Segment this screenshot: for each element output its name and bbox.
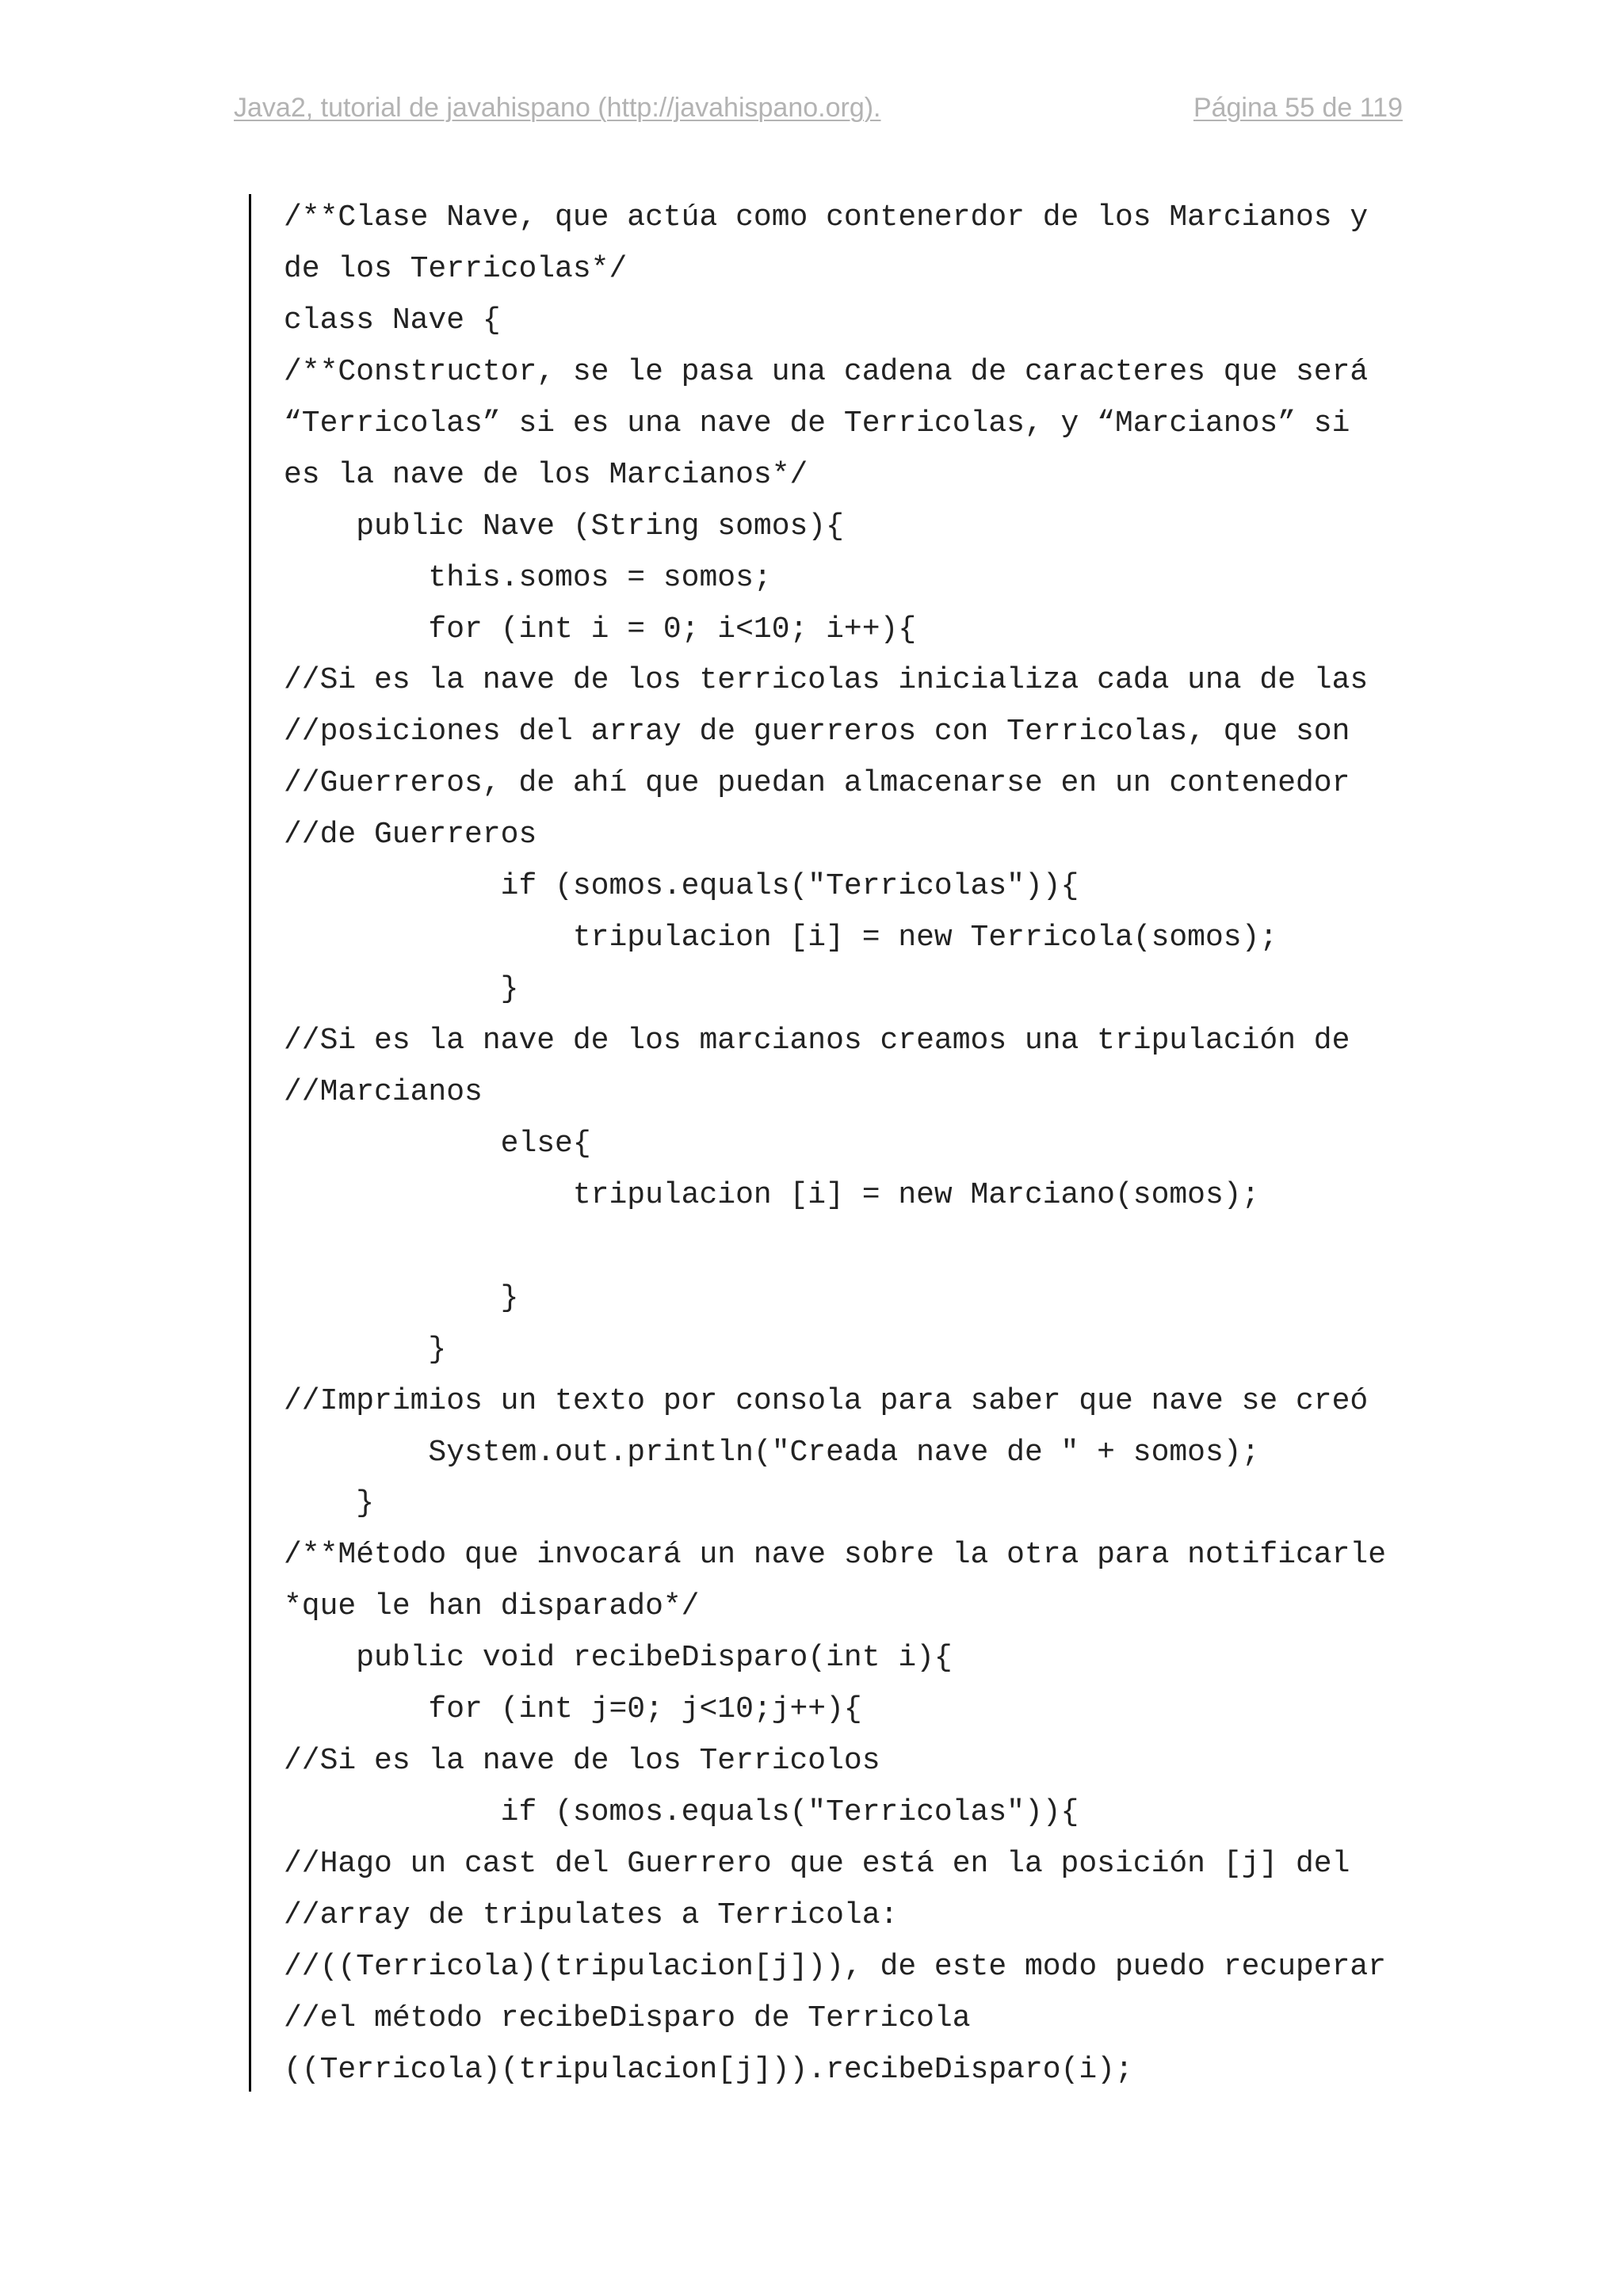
code-line: //Si es la nave de los Terricolos bbox=[284, 1744, 880, 1779]
code-line: //Hago un cast del Guerrero que está en la posición [j] del bbox=[284, 1847, 1350, 1881]
code-line: class Nave { bbox=[284, 303, 501, 338]
code-line: //Si es la nave de los marcianos creamos una tripulación de bbox=[284, 1024, 1350, 1058]
code-line: //array de tripulates a Terricola: bbox=[284, 1897, 899, 1932]
code-line: /**Clase Nave, que actúa como contenerdor de los Marcianos y bbox=[284, 200, 1369, 235]
code-line: else{ bbox=[284, 1126, 591, 1161]
code-block bbox=[284, 193, 1425, 2096]
code-line: //Imprimios un texto por consola para saber que nave se creó bbox=[284, 1383, 1369, 1418]
code-line: public Nave (String somos){ bbox=[284, 509, 844, 543]
code-line: for (int i = 0; i<10; i++){ bbox=[284, 612, 917, 646]
code-line: /**Método que invocará un nave sobre la otra para notificarle bbox=[284, 1538, 1387, 1573]
code-line: //Guerreros, de ahí que puedan almacenarse en un contenedor bbox=[284, 766, 1350, 801]
code-line: System.out.println("Creada nave de " + somos); bbox=[284, 1435, 1260, 1470]
code-line: *que le han disparado*/ bbox=[284, 1589, 700, 1624]
code-line: //posiciones del array de guerreros con Terricolas, que son bbox=[284, 715, 1350, 749]
code-line: tripulacion [i] = new Terricola(somos); bbox=[284, 921, 1278, 955]
header-title-link[interactable]: Java2, tutorial de javahispano (http://javahispano.org). bbox=[234, 93, 881, 123]
code-line: public void recibeDisparo(int i){ bbox=[284, 1641, 953, 1676]
code-line: if (somos.equals("Terricolas")){ bbox=[284, 869, 1079, 904]
code-line: /**Constructor, se le pasa una cadena de caracteres que será bbox=[284, 354, 1369, 389]
page-header bbox=[234, 93, 1403, 132]
code-line: } bbox=[284, 1280, 519, 1315]
code-line: //el método recibeDisparo de Terricola bbox=[284, 2000, 971, 2035]
code-line: “Terricolas” si es una nave de Terricolas, y “Marcianos” si bbox=[284, 406, 1350, 441]
code-line: this.somos = somos; bbox=[284, 560, 772, 595]
code-line: //de Guerreros bbox=[284, 818, 537, 852]
code-line: } bbox=[284, 1486, 375, 1521]
code-block-left-rule bbox=[249, 194, 251, 2092]
code-line: ((Terricola)(tripulacion[j])).recibeDisparo(i); bbox=[284, 2052, 1133, 2087]
code-line: //Si es la nave de los terricolas inicializa cada una de las bbox=[284, 663, 1369, 698]
code-line: es la nave de los Marcianos*/ bbox=[284, 457, 808, 492]
page-number: Página 55 de 119 bbox=[1193, 93, 1403, 123]
code-line: //Marcianos bbox=[284, 1074, 483, 1109]
code-line bbox=[284, 1222, 1425, 1273]
code-line: tripulacion [i] = new Marciano(somos); bbox=[284, 1177, 1260, 1212]
code-line: } bbox=[284, 1332, 447, 1367]
code-line: if (somos.equals("Terricolas")){ bbox=[284, 1795, 1079, 1830]
code-line: } bbox=[284, 972, 519, 1007]
code-line: for (int j=0; j<10;j++){ bbox=[284, 1692, 862, 1727]
code-line: //((Terricola)(tripulacion[j])), de este modo puedo recuperar bbox=[284, 1949, 1387, 1984]
code-line: de los Terricolas*/ bbox=[284, 251, 628, 286]
